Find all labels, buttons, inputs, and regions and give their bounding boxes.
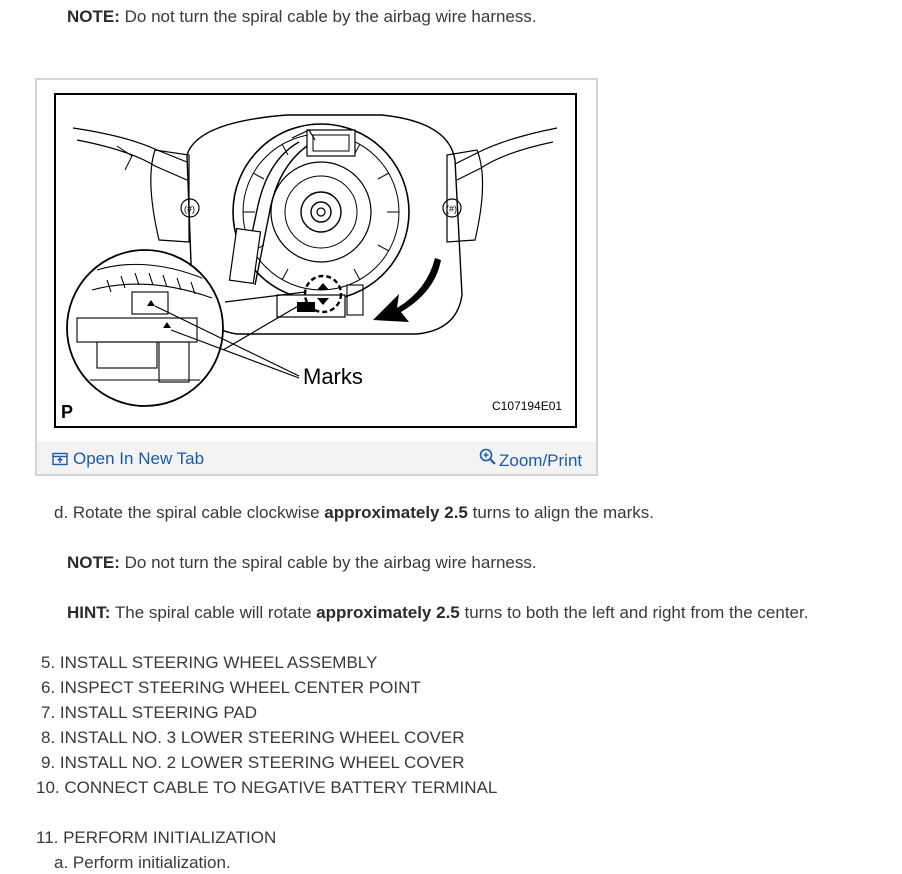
corner-letter: P	[61, 402, 74, 422]
step-5: 5. INSTALL STEERING WHEEL ASSEMBLY	[41, 653, 378, 672]
note-2	[67, 552, 537, 574]
note-text: Do not turn the spiral cable by the airbag wire harness.	[119, 7, 537, 26]
step-d	[54, 502, 654, 524]
step-6: 6. INSPECT STEERING WHEEL CENTER POINT	[41, 678, 421, 697]
hint	[67, 602, 808, 624]
hint-prefix: The spiral cable will rotate	[110, 603, 317, 622]
zoom-print-link[interactable]	[479, 448, 582, 472]
hint-bold: approximately 2.5	[316, 603, 460, 622]
zoom-label: Zoom/Print	[499, 451, 583, 470]
figure-image	[37, 80, 596, 442]
step-11-sub: a. Perform initialization.	[54, 853, 231, 872]
open-tab-label: Open In New Tab	[73, 449, 205, 468]
step-d-prefix: d. Rotate the spiral cable clockwise	[54, 503, 325, 522]
hint-label: HINT:	[67, 603, 111, 622]
open-in-new-tab-link[interactable]	[52, 448, 204, 470]
zoom-icon	[479, 448, 497, 466]
step-10: 10. CONNECT CABLE TO NEGATIVE BATTERY TERMINAL	[36, 778, 498, 797]
top-note	[67, 6, 537, 28]
note2-text: Do not turn the spiral cable by the airbag wire harness.	[119, 553, 537, 572]
open-tab-icon	[52, 452, 68, 466]
svg-text:(#): (#)	[184, 204, 195, 214]
step-d-suffix: turns to align the marks.	[467, 503, 655, 522]
note-label: NOTE:	[67, 7, 120, 26]
spiral-cable-diagram	[37, 80, 596, 442]
step-11-title: 11. PERFORM INITIALIZATION	[36, 828, 277, 847]
hint-suffix: turns to both the left and right from the center.	[459, 603, 809, 622]
step-d-bold: approximately 2.5	[324, 503, 468, 522]
step-8: 8. INSTALL NO. 3 LOWER STEERING WHEEL COVER	[41, 728, 465, 747]
figure-code: C107194E01	[492, 399, 563, 413]
svg-text:(#): (#)	[446, 204, 457, 214]
step-7: 7. INSTALL STEERING PAD	[41, 703, 258, 722]
step-9: 9. INSTALL NO. 2 LOWER STEERING WHEEL COVER	[41, 753, 465, 772]
figure-footer	[37, 442, 596, 474]
marks-label: Marks	[303, 364, 363, 389]
figure-card	[35, 78, 598, 476]
note2-label: NOTE:	[67, 553, 120, 572]
